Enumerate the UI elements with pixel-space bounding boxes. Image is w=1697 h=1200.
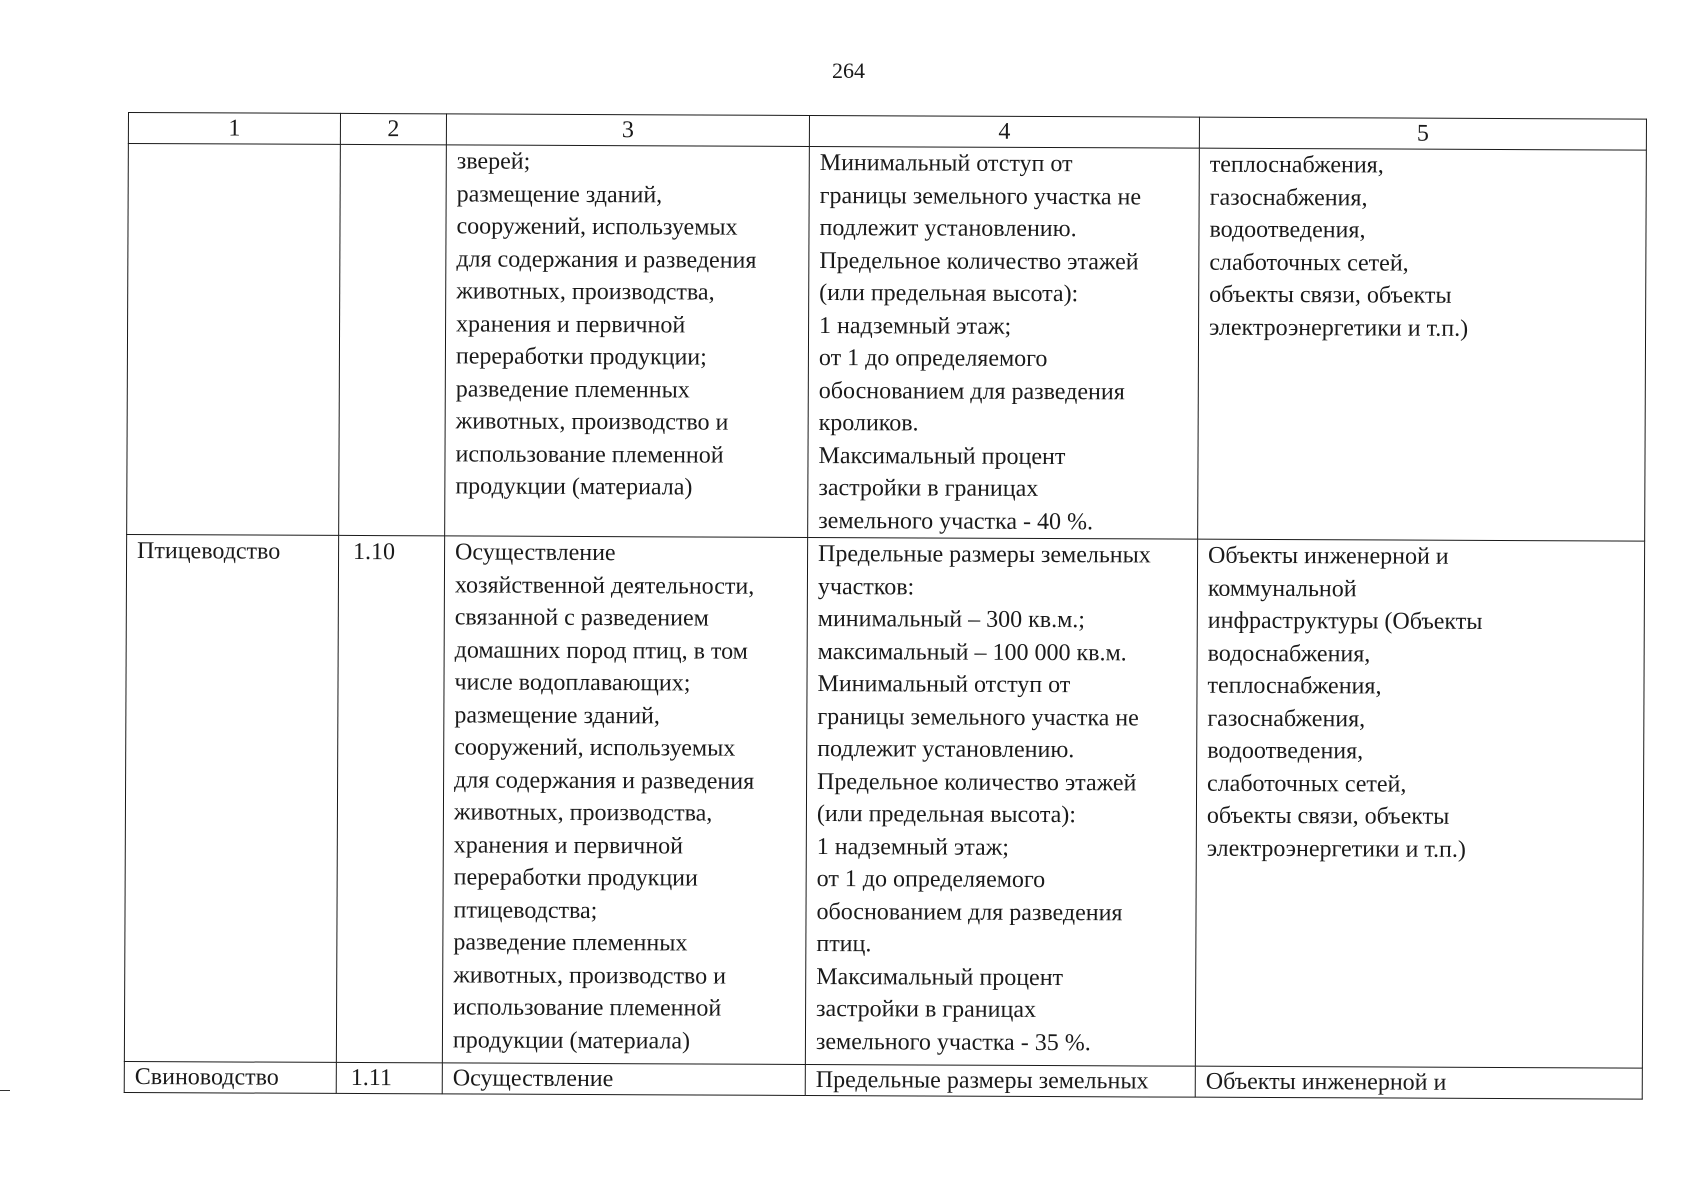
cell-text-line: птиц.	[816, 931, 872, 958]
cell-infrastructure	[1195, 539, 1644, 1068]
cell-text-line: максимальный – 100 000 кв.м.	[817, 638, 1127, 666]
cell-text-line: водоснабжения,	[1207, 640, 1371, 667]
cell-parameters	[805, 537, 1197, 1066]
cell-text-line: электроэнергетики и т.п.)	[1209, 314, 1469, 342]
cell-text-line: границы земельного участка не	[819, 182, 1142, 210]
table-row	[124, 534, 1644, 1068]
cell-text-line: коммунальной	[1207, 575, 1357, 602]
cell-text-line: числе водоплавающих;	[454, 669, 691, 697]
cell-text-line: разведение племенных	[455, 375, 690, 403]
cell-text-line: Предельные размеры земельных	[818, 541, 1151, 569]
cell-land-use-name: Свиноводство	[124, 1061, 336, 1093]
header-col-5: 5	[1199, 117, 1646, 150]
cell-parameters	[805, 1064, 1195, 1097]
cell-text-line: размещение зданий,	[454, 701, 660, 729]
cell-text-line: животных, производства,	[456, 278, 715, 306]
cell-text-line: Максимальный процент	[818, 442, 1066, 470]
cell-parameters	[808, 146, 1200, 539]
cell-text-line: животных, производство и	[455, 408, 729, 436]
header-col-3: 3	[446, 114, 809, 147]
cell-text-line: водоотведения,	[1207, 737, 1364, 765]
cell-infrastructure	[1195, 1066, 1642, 1099]
cell-text-line: застройки в границах	[816, 996, 1037, 1023]
cell-text-line: животных, производства,	[453, 799, 713, 827]
cell-text-line: Минимальный отступ от	[817, 671, 1071, 699]
zoning-table	[124, 112, 1647, 1100]
cell-text-line: газоснабжения,	[1209, 184, 1368, 211]
cell-text-line: от 1 до определяемого	[816, 866, 1046, 894]
margin-tick-mark	[0, 1090, 10, 1091]
cell-text-line: объекты связи, объекты	[1209, 281, 1452, 309]
cell-text-line: минимальный – 300 кв.м.;	[817, 606, 1086, 634]
cell-text-line: Предельное количество этажей	[817, 768, 1137, 796]
cell-land-use-name	[127, 144, 341, 536]
cell-text-line: теплоснабжения,	[1207, 672, 1382, 700]
cell-text-line: сооружений, используемых	[456, 213, 738, 241]
cell-text-line: Максимальный процент	[816, 963, 1064, 991]
cell-text-line: размещение зданий,	[456, 180, 663, 208]
cell-text-line: переработки продукции;	[455, 343, 707, 371]
cell-text-line: объекты связи, объекты	[1206, 802, 1450, 830]
cell-text-line: разведение племенных	[453, 929, 688, 957]
cell-text-line: хозяйственной деятельности,	[454, 571, 755, 600]
cell-text-line: Предельное количество этажей	[819, 247, 1139, 275]
cell-text-line: зверей;	[456, 148, 531, 175]
cell-text-line: электроэнергетики и т.п.)	[1206, 835, 1466, 863]
cell-text-line: переработки продукции	[453, 864, 698, 892]
cell-text-line: обоснованием для разведения	[818, 377, 1125, 405]
cell-text-line: теплоснабжения,	[1209, 151, 1384, 179]
header-col-1: 1	[128, 113, 340, 145]
cell-text-line: животных, производство и	[453, 961, 727, 990]
cell-text-line: подлежит установлению.	[817, 736, 1075, 764]
cell-description	[442, 536, 807, 1065]
cell-text-line: слаботочных сетей,	[1209, 249, 1409, 277]
cell-text-line: границы земельного участка не	[817, 703, 1139, 731]
cell-text-line: Предельные размеры земельных	[815, 1067, 1149, 1095]
page-number: 264	[832, 58, 865, 83]
table-row	[124, 1061, 1642, 1099]
cell-text-line: от 1 до определяемого	[818, 345, 1048, 373]
cell-text-line: застройки в границах	[818, 475, 1039, 502]
cell-text-line: птицеводства;	[453, 896, 598, 924]
cell-text-line: инфраструктуры (Объекты	[1207, 607, 1483, 635]
cell-code: 1.10	[336, 535, 444, 1062]
cell-infrastructure	[1198, 148, 1647, 541]
cell-description	[445, 145, 810, 538]
cell-text-line: кроликов.	[818, 410, 919, 437]
header-col-4: 4	[809, 115, 1199, 148]
cell-text-line: земельного участка - 35 %.	[815, 1028, 1091, 1056]
cell-description	[442, 1063, 805, 1096]
cell-text-line: (или предельная высота):	[819, 280, 1079, 308]
cell-text-line: слаботочных сетей,	[1207, 770, 1407, 798]
cell-text-line: продукции (материала)	[452, 1026, 691, 1054]
cell-code: 1.11	[336, 1062, 442, 1093]
cell-text-line: Объекты инженерной и	[1205, 1068, 1447, 1096]
cell-text-line: для содержания и разведения	[456, 245, 757, 274]
cell-text-line: участков:	[817, 573, 915, 600]
cell-text-line: использование племенной	[455, 440, 724, 469]
cell-text-line: подлежит установлению.	[819, 215, 1077, 243]
table-row	[127, 144, 1647, 542]
cell-text-line: Осуществление	[455, 539, 616, 567]
cell-text-line: водоотведения,	[1209, 216, 1366, 244]
cell-text-line: земельного участка - 40 %.	[818, 507, 1094, 535]
cell-code	[339, 144, 447, 535]
cell-text-line: 1 надземный этаж;	[816, 833, 1009, 861]
cell-text-line: для содержания и разведения	[454, 766, 755, 795]
cell-text-line: Осуществление	[452, 1065, 614, 1093]
cell-text-line: газоснабжения,	[1207, 705, 1366, 732]
header-col-2: 2	[340, 113, 446, 144]
cell-text-line: 1 надземный этаж;	[819, 312, 1012, 340]
cell-text-line: Минимальный отступ от	[819, 150, 1073, 178]
cell-text-line: использование племенной	[453, 994, 722, 1022]
cell-text-line: домашних пород птиц, в том	[454, 636, 748, 665]
cell-text-line: продукции (материала)	[455, 473, 693, 501]
cell-text-line: сооружений, используемых	[454, 734, 736, 762]
cell-text-line: обоснованием для разведения	[816, 898, 1123, 926]
cell-land-use-name: Птицеводство	[124, 534, 338, 1062]
cell-text-line: (или предельная высота):	[816, 801, 1077, 829]
cell-text-line: хранения и первичной	[456, 310, 686, 338]
cell-text-line: Объекты инженерной и	[1208, 542, 1449, 570]
cell-text-line: связанной с разведением	[454, 604, 709, 632]
cell-text-line: хранения и первичной	[453, 831, 684, 859]
